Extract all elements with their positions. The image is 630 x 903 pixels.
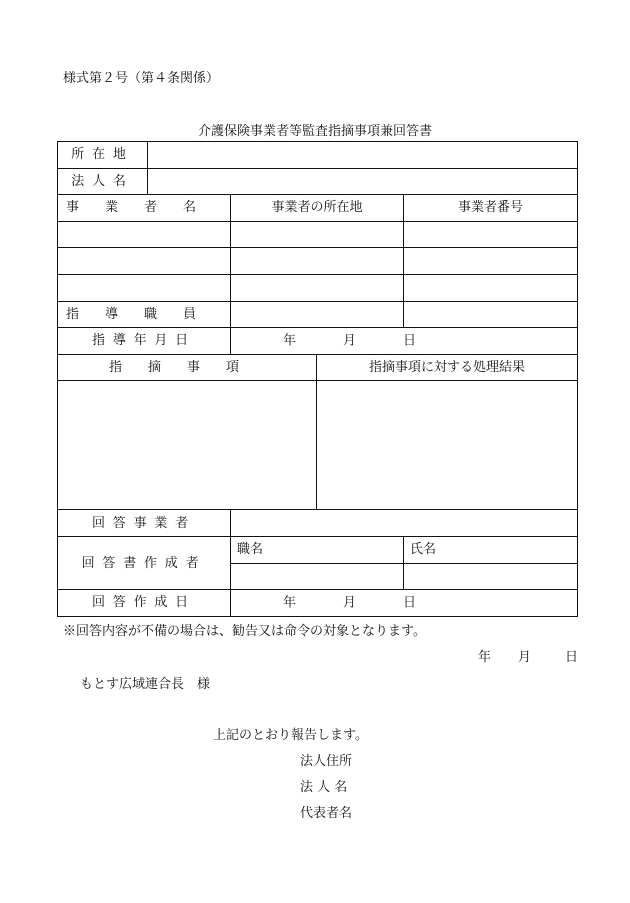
business-number-field[interactable] (404, 248, 578, 275)
report-day-label: 日 (565, 650, 579, 665)
month-label: 月 (343, 595, 357, 611)
corp-address-label: 法人住所 (300, 754, 353, 769)
instructor-label: 指導職員 (58, 301, 231, 328)
signature-corp-name-label: 法 人 名 (300, 780, 348, 795)
corp-name-label: 法人名 (58, 168, 148, 195)
notice-text: ※回答内容が不備の場合は、勧告又は命令の対象となります。 (63, 624, 426, 639)
results-header: 指摘事項に対する処理結果 (317, 354, 578, 381)
business-name-field[interactable] (58, 274, 231, 301)
location-field[interactable] (148, 142, 578, 169)
business-address-field[interactable] (231, 221, 404, 248)
representative-label: 代表者名 (300, 806, 353, 821)
business-name-field[interactable] (58, 248, 231, 275)
business-name-header: 事業者名 (58, 195, 231, 222)
day-label: 日 (403, 595, 417, 611)
instructor-field[interactable] (231, 301, 404, 328)
business-address-header: 事業者の所在地 (231, 195, 404, 222)
job-title-label: 職名 (231, 536, 404, 563)
business-address-field[interactable] (231, 248, 404, 275)
preparer-label: 回答書作成者 (58, 536, 231, 589)
instruction-date-label: 指導年月日 (58, 328, 231, 355)
form-number: 様式第２号（第４条関係） (63, 71, 220, 86)
year-label: 年 (283, 333, 297, 349)
reported-text: 上記のとおり報告します。 (213, 728, 368, 743)
respondent-field[interactable] (231, 510, 578, 537)
instruction-date-field[interactable] (231, 328, 578, 355)
full-name-label: 氏名 (404, 536, 578, 563)
job-title-field[interactable] (231, 563, 404, 590)
document-title: 介護保険事業者等監査指摘事項兼回答書 (197, 124, 432, 139)
business-number-field[interactable] (404, 221, 578, 248)
month-label: 月 (343, 333, 357, 349)
addressee: もとす広域連合長 様 (80, 677, 211, 692)
prepared-date-field[interactable] (231, 590, 578, 617)
year-label: 年 (283, 595, 297, 611)
respondent-label: 回答事業者 (58, 510, 231, 537)
prepared-date-label: 回答作成日 (58, 590, 231, 617)
location-label: 所在地 (58, 142, 148, 169)
day-label: 日 (403, 333, 417, 349)
report-year-label: 年 (478, 650, 492, 665)
full-name-field[interactable] (404, 563, 578, 590)
findings-header: 指摘事項 (58, 354, 317, 381)
findings-field[interactable] (58, 381, 317, 510)
report-month-label: 月 (518, 650, 532, 665)
instructor-field-2[interactable] (404, 301, 578, 328)
audit-form-table (57, 141, 578, 617)
business-address-field[interactable] (231, 274, 404, 301)
corp-name-field[interactable] (148, 168, 578, 195)
business-number-field[interactable] (404, 274, 578, 301)
business-name-field[interactable] (58, 221, 231, 248)
results-field[interactable] (317, 381, 578, 510)
business-number-header: 事業者番号 (404, 195, 578, 222)
